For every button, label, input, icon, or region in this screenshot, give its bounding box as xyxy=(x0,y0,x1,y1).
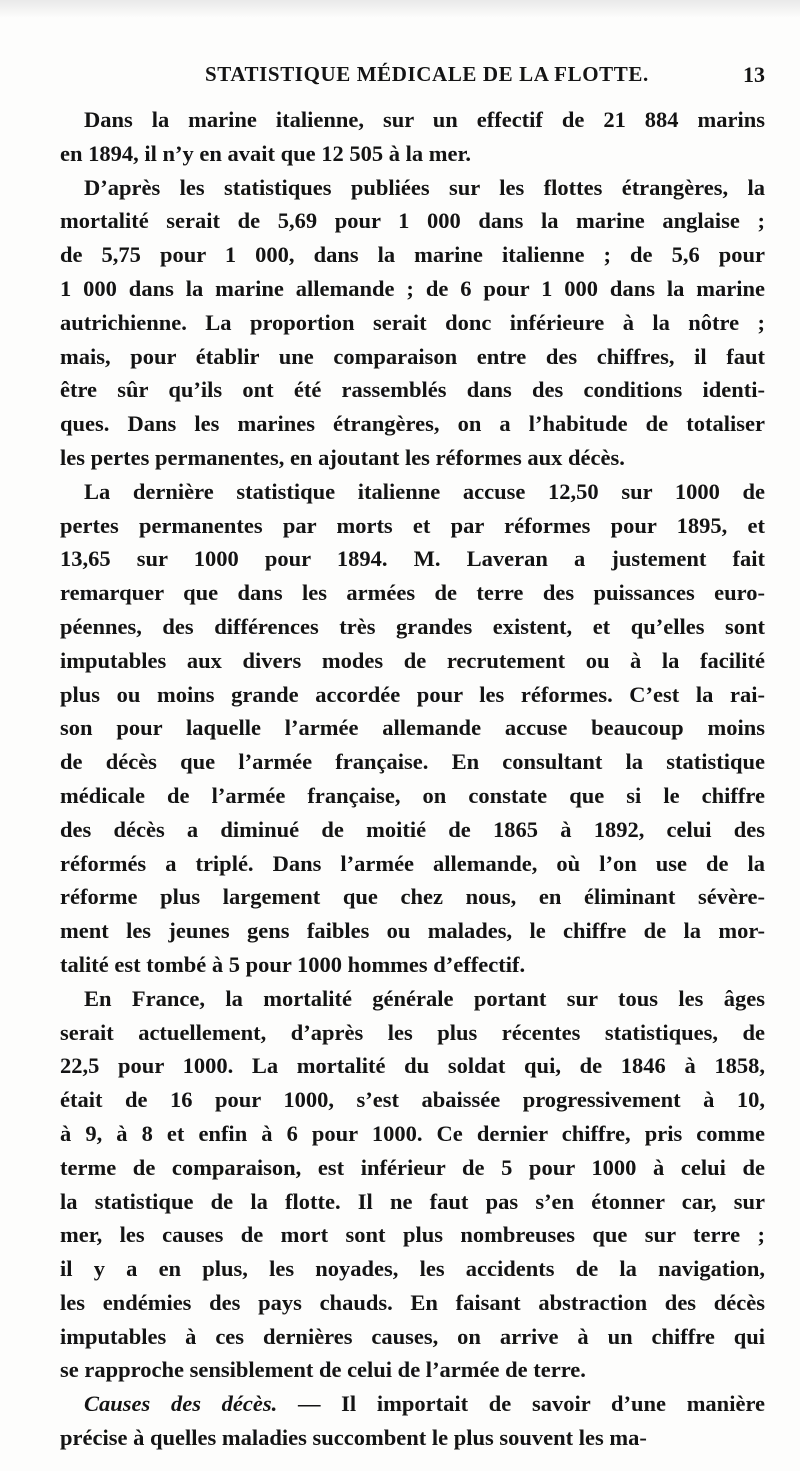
section-heading: Causes des décès. xyxy=(84,1391,278,1417)
section-heading-continuation: — Il importait de savoir d’une manière xyxy=(277,1391,765,1417)
text-line: En France, la mortalité générale portant sur tous les âges xyxy=(84,985,765,1011)
text-line: mais, pour établir une comparaison entre des chiffres, il faut xyxy=(60,343,765,369)
text-line: médicale de l’armée française, on constate que si le chiffre xyxy=(60,782,765,808)
text-line: se rapproche sensiblement de celui de l’armée de terre. xyxy=(60,1357,586,1383)
scan-shadow xyxy=(0,0,800,18)
text-line: les pertes permanentes, en ajoutant les réformes aux décès. xyxy=(60,444,625,470)
text-line: imputables aux divers modes de recrutement ou à la facilité xyxy=(60,647,765,673)
text-line: plus ou moins grande accordée pour les réformes. C’est la rai- xyxy=(60,681,765,707)
text-line: des décès a diminué de moitié de 1865 à 1892, celui des xyxy=(60,816,765,842)
page-number: 13 xyxy=(743,62,765,87)
text-line: mer, les causes de mort sont plus nombreuses que sur terre ; xyxy=(60,1222,765,1248)
text-line: talité est tombé à 5 pour 1000 hommes d’effectif. xyxy=(60,951,526,977)
text-line: ment les jeunes gens faibles ou malades, le chiffre de la mor- xyxy=(60,918,765,944)
text-line: remarquer que dans les armées de terre des puissances euro- xyxy=(60,580,765,606)
text-line-section-start xyxy=(60,1387,765,1421)
text-line: La dernière statistique italienne accuse 12,50 sur 1000 de xyxy=(84,478,765,504)
text-line: il y a en plus, les noyades, les accidents de la navigation, xyxy=(60,1256,765,1282)
text-line: son pour laquelle l’armée allemande accuse beaucoup moins xyxy=(60,715,765,741)
text-line: 13,65 sur 1000 pour 1894. M. Laveran a justement fait xyxy=(60,546,765,572)
body-text xyxy=(60,103,765,1455)
text-line: de décès que l’armée française. En consultant la statistique xyxy=(60,749,765,775)
text-line: ques. Dans les marines étrangères, on a l’habitude de totaliser xyxy=(60,411,765,437)
text-line: terme de comparaison, est inférieur de 5 pour 1000 à celui de xyxy=(60,1154,765,1180)
text-line: Dans la marine italienne, sur un effectif de 21 884 marins xyxy=(84,107,765,132)
text-line: mortalité serait de 5,69 pour 1 000 dans la marine anglaise ; xyxy=(60,208,765,234)
text-line: serait actuellement, d’après les plus récentes statistiques, de xyxy=(60,1019,765,1045)
text-line: précise à quelles maladies succombent le plus souvent les ma- xyxy=(60,1425,647,1451)
text-line: de 5,75 pour 1 000, dans la marine italienne ; de 5,6 pour xyxy=(60,242,765,268)
running-head xyxy=(60,62,765,92)
text-line: était de 16 pour 1000, s’est abaissée progressivement à 10, xyxy=(60,1087,765,1113)
text-line: autrichienne. La proportion serait donc inférieure à la nôtre ; xyxy=(60,309,765,335)
text-line: la statistique de la flotte. Il ne faut pas s’en étonner car, sur xyxy=(60,1188,765,1214)
text-line: 22,5 pour 1000. La mortalité du soldat qui, de 1846 à 1858, xyxy=(60,1053,765,1079)
text-line: 1 000 dans la marine allemande ; de 6 pour 1 000 dans la marine xyxy=(60,275,765,301)
running-title: STATISTIQUE MÉDICALE DE LA FLOTTE. xyxy=(205,62,649,86)
text-line: réforme plus largement que chez nous, en éliminant sévère- xyxy=(60,884,765,910)
text-line: les endémies des pays chauds. En faisant abstraction des décès xyxy=(60,1289,765,1315)
text-line: péennes, des différences très grandes existent, et qu’elles sont xyxy=(60,613,765,639)
text-line: en 1894, il n’y en avait que 12 505 à la mer. xyxy=(60,140,472,166)
text-line: être sûr qu’ils ont été rassemblés dans des conditions identi- xyxy=(60,377,765,403)
text-line: pertes permanentes par morts et par réformes pour 1895, et xyxy=(60,512,765,538)
text-line: imputables à ces dernières causes, on arrive à un chiffre qui xyxy=(60,1323,765,1349)
text-line: D’après les statistiques publiées sur les flottes étrangères, la xyxy=(84,174,765,200)
text-line: réformés a triplé. Dans l’armée allemande, où l’on use de la xyxy=(60,850,765,876)
text-line: à 9, à 8 et enfin à 6 pour 1000. Ce dernier chiffre, pris comme xyxy=(60,1120,765,1146)
